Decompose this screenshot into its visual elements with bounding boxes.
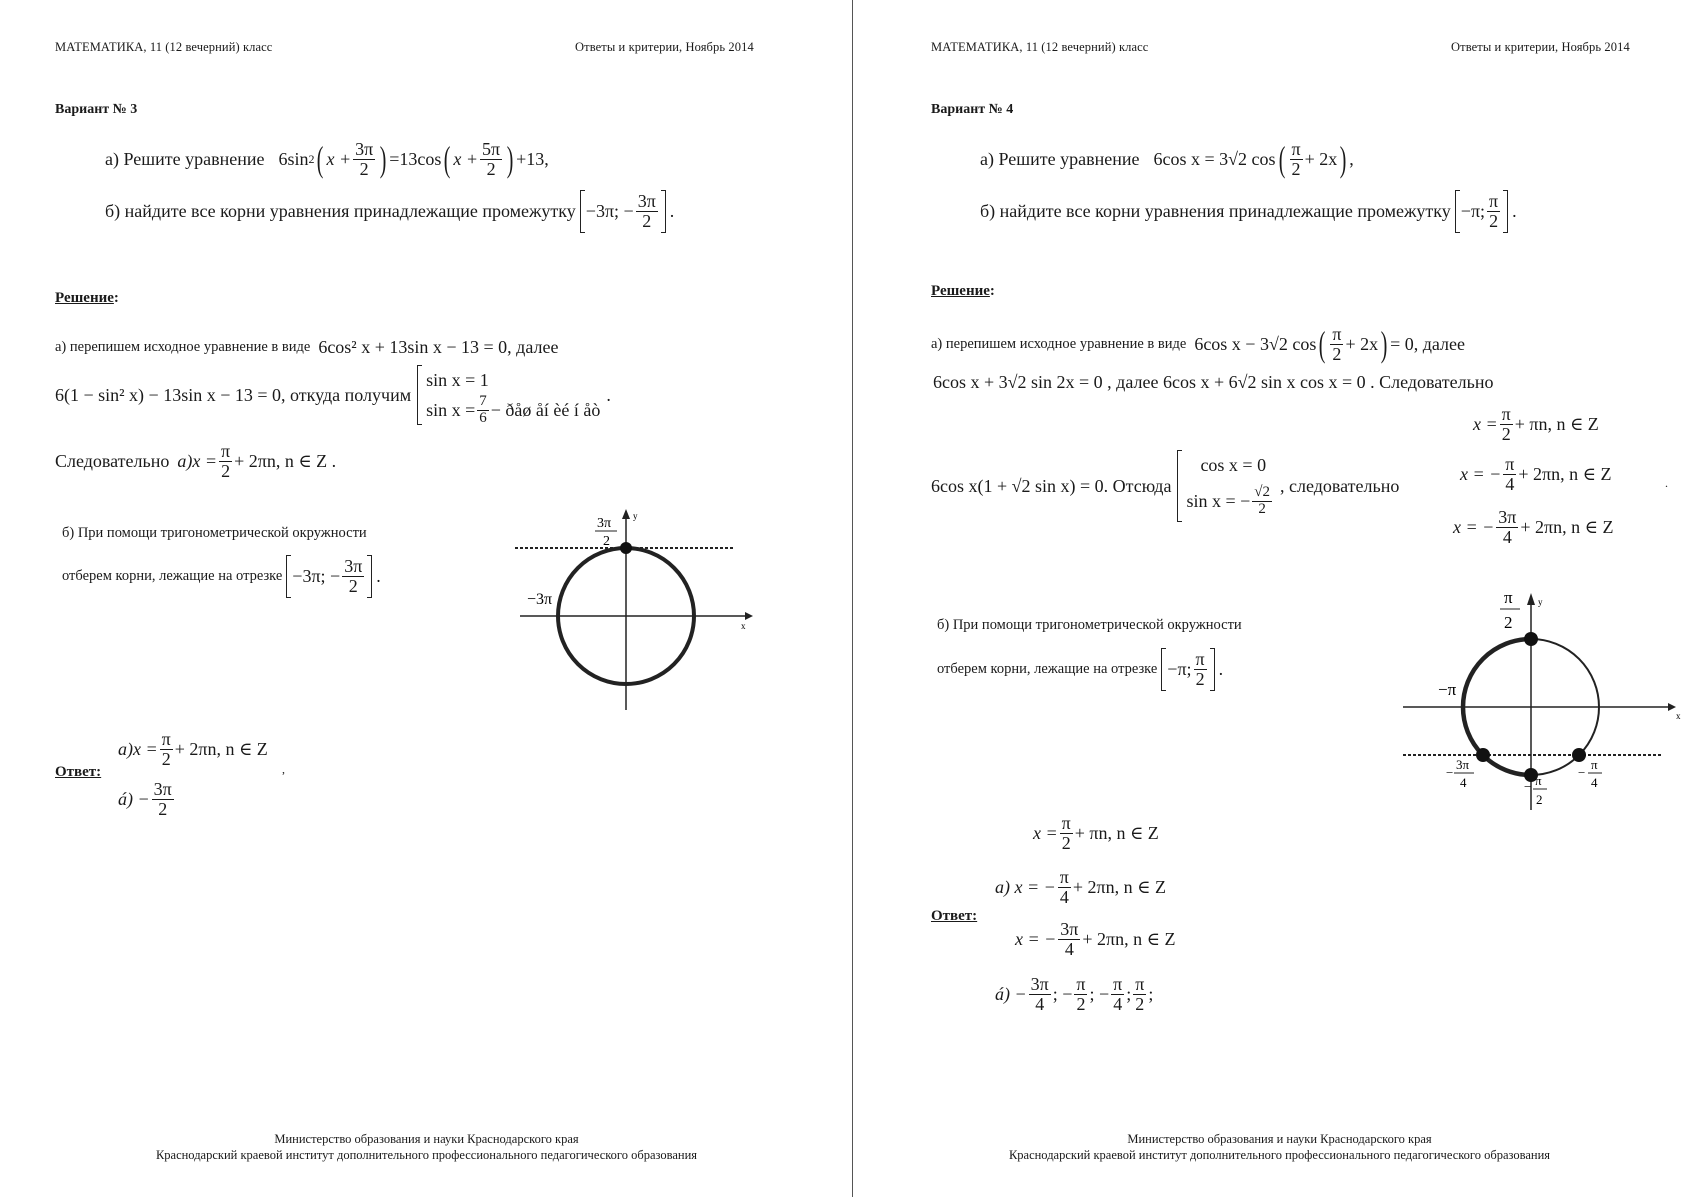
frac-num: √2 bbox=[1254, 483, 1270, 500]
interval-part: −π; bbox=[1460, 200, 1486, 221]
eq-part: ; bbox=[1148, 983, 1154, 1004]
solution-c-suffix: , следовательно bbox=[1279, 475, 1400, 496]
footer-line-2: Краснодарский краевой институт дополнительного профессионального педагогического образования bbox=[155, 1148, 698, 1162]
header-subject: МАТЕМАТИКА, 11 (12 вечерний) класс bbox=[55, 40, 273, 54]
solution-c bbox=[931, 450, 1399, 522]
trig-circle-diagram bbox=[1398, 585, 1688, 820]
frac-den: 2 bbox=[348, 575, 358, 596]
frac-num: π bbox=[1061, 813, 1071, 833]
task-a-prefix: а) Решите уравнение bbox=[980, 148, 1140, 169]
solution-a-prefix: а) перепишем исходное уравнение в виде bbox=[55, 339, 311, 355]
frac-num: π bbox=[1501, 404, 1511, 424]
eq-part: а)x = bbox=[118, 738, 158, 759]
frac-num: 5π bbox=[482, 139, 501, 159]
frac-den: 2 bbox=[1501, 423, 1511, 444]
frac-den: 6 bbox=[479, 409, 487, 426]
footer bbox=[0, 1131, 853, 1163]
result-2 bbox=[1460, 455, 1611, 494]
interval bbox=[580, 190, 666, 233]
solution-colon: : bbox=[113, 290, 119, 306]
frac-num: 3π bbox=[1498, 507, 1517, 527]
frac-den: 2 bbox=[1291, 158, 1301, 179]
x-arrow-icon bbox=[1668, 703, 1676, 711]
eq-part: +13, bbox=[516, 148, 549, 169]
diagram-label-y: y bbox=[633, 511, 638, 521]
frac-num: 7 bbox=[479, 392, 487, 409]
system-row-2 bbox=[1186, 480, 1274, 522]
eq-part: + 2x bbox=[1345, 333, 1379, 354]
task-a: а) Решите уравнение 6cos x = 3√2 cos ( $\frac{\pi}{2}$ + 2x ) , bbox=[980, 139, 1354, 180]
header-answers: Ответы и критерии, Ноябрь 2014 bbox=[575, 40, 754, 54]
diagram-label-y: y bbox=[1538, 597, 1543, 607]
frac-num: π bbox=[1332, 324, 1342, 344]
footer-line-1: Министерство образования и науки Краснодарского края bbox=[1127, 1132, 1432, 1146]
eq-part: 6sin bbox=[278, 148, 309, 169]
answer-label: Ответ: bbox=[931, 908, 978, 924]
eq-part: á) − bbox=[995, 983, 1027, 1004]
system-brace bbox=[1177, 450, 1274, 522]
frac-den: 2 bbox=[1135, 993, 1145, 1014]
frac-num: π bbox=[1195, 649, 1205, 669]
diagram-label-top-num: π bbox=[1504, 588, 1513, 607]
frac-num: 3π bbox=[355, 139, 374, 159]
eq-part: sin x = bbox=[426, 399, 476, 420]
y-arrow-icon bbox=[622, 509, 630, 519]
point-marker bbox=[1572, 748, 1586, 762]
footer bbox=[853, 1131, 1706, 1163]
diagram-label-b-den: 2 bbox=[1536, 792, 1543, 807]
frac-num: 3π bbox=[637, 191, 656, 211]
header-subject: МАТЕМАТИКА, 11 (12 вечерний) класс bbox=[931, 40, 1149, 54]
frac-num: π bbox=[1291, 139, 1301, 159]
frac-num: π bbox=[161, 729, 171, 749]
result-1 bbox=[1473, 405, 1599, 444]
eq-part: sin x = − bbox=[1186, 490, 1251, 511]
eq-part: + 2πn, n ∈ Z bbox=[1518, 463, 1612, 484]
arc-selected bbox=[1463, 707, 1531, 775]
eq-part: x = bbox=[1473, 413, 1498, 434]
eq-part: а) x = − bbox=[995, 876, 1056, 897]
circle-text-2-label: отберем корни, лежащие на отрезке bbox=[62, 567, 283, 584]
variant-title: Вариант № 4 bbox=[931, 102, 1014, 117]
result-end: . bbox=[1665, 476, 1668, 490]
frac-den: 4 bbox=[1113, 993, 1123, 1014]
solution-c-mid: . Отсюда bbox=[1103, 475, 1172, 496]
conclusion-prefix: Следовательно bbox=[55, 450, 170, 471]
eq-part: x = − bbox=[1460, 463, 1502, 484]
frac-den: 2 bbox=[161, 748, 171, 769]
punct: . bbox=[1512, 200, 1517, 221]
point-marker bbox=[620, 542, 632, 554]
frac-den: 4 bbox=[1035, 993, 1045, 1014]
frac-den: 2 bbox=[1332, 343, 1342, 364]
conclusion bbox=[55, 442, 336, 481]
eq-part: x + bbox=[453, 148, 479, 169]
frac-den: 2 bbox=[1195, 668, 1205, 689]
solution-c-eq: 6cos x(1 + √2 sin x) = 0 bbox=[931, 475, 1104, 496]
eq-part: á) − bbox=[118, 788, 150, 809]
diagram-label-r-sign: − bbox=[1578, 765, 1586, 780]
frac-num: 3π bbox=[1030, 974, 1049, 994]
circle-text-2-label: отберем корни, лежащие на отрезке bbox=[937, 660, 1158, 677]
diagram-label-b-sign: − bbox=[1524, 779, 1532, 794]
frac-num: π bbox=[1076, 974, 1086, 994]
circle-text-2 bbox=[937, 648, 1223, 691]
answer-comma: , bbox=[282, 762, 285, 776]
eq-part: − ðåø åí èé í åò bbox=[490, 399, 601, 420]
frac-num: π bbox=[1113, 974, 1123, 994]
punct: . bbox=[606, 384, 611, 405]
solution-a-suffix: , далее bbox=[507, 337, 559, 357]
point-marker bbox=[1476, 748, 1490, 762]
frac-den: 4 bbox=[1064, 938, 1074, 959]
solution-b: 6cos x + 3√2 sin 2x = 0 , далее 6cos x + 6√2 sin x cos x = 0 . Следовательно bbox=[933, 372, 1494, 392]
frac-den: 4 bbox=[1502, 526, 1512, 547]
result-3 bbox=[1453, 508, 1613, 547]
punct: . bbox=[1218, 658, 1224, 679]
interval-part: −3π; − bbox=[585, 200, 634, 221]
eq-part: + 2πn, n ∈ Z bbox=[1072, 876, 1166, 897]
solution-a-suffix: , далее bbox=[1413, 333, 1466, 354]
solution-b bbox=[55, 365, 611, 425]
frac-den: 2 bbox=[642, 210, 652, 231]
solution-a: а) перепишем исходное уравнение в виде 6cos x − 3√2 cos ( $\frac{\pi}{2}$ + 2x ) = 0 , далее bbox=[931, 324, 1466, 365]
eq-part: а)x = bbox=[177, 450, 218, 471]
variant-title: Вариант № 3 bbox=[55, 102, 138, 117]
solution-title-text: Решение bbox=[55, 290, 114, 306]
header-answers: Ответы и критерии, Ноябрь 2014 bbox=[1451, 40, 1630, 54]
frac-den: 2 bbox=[1489, 210, 1499, 231]
diagram-label-top-num: 3π bbox=[597, 516, 612, 531]
point-marker bbox=[1524, 632, 1538, 646]
frac-den: 2 bbox=[158, 798, 168, 819]
eq-part: x + bbox=[326, 148, 352, 169]
frac-den: 2 bbox=[486, 158, 496, 179]
diagram-label-l-den: 4 bbox=[1460, 775, 1467, 790]
eq-part: x = − bbox=[1453, 516, 1495, 537]
answer-label: Ответ: bbox=[55, 764, 102, 780]
task-a: а) Решите уравнение 6sin 2 ( x + $\frac{3\pi}{2}$ ) =13cos ( x + $\frac{5\pi}{2}$ ) +13, bbox=[105, 139, 549, 180]
eq-part: + πn, n ∈ Z bbox=[1514, 413, 1599, 434]
eq-part: + 2x bbox=[1304, 148, 1338, 169]
system-row-1: sin x = 1 bbox=[426, 369, 489, 390]
eq-part: =13cos bbox=[389, 148, 442, 169]
solution-colon: : bbox=[989, 283, 995, 299]
interval bbox=[1455, 190, 1508, 233]
frac-num: 3π bbox=[153, 779, 172, 799]
diagram-label-x: x bbox=[741, 621, 746, 631]
solution-title-text: Решение bbox=[931, 283, 990, 299]
diagram-label-r-den: 4 bbox=[1591, 775, 1598, 790]
solution-b-mid: , откуда получим bbox=[281, 384, 412, 405]
eq-part: = 0 bbox=[1390, 333, 1414, 354]
frac-num: π bbox=[1135, 974, 1145, 994]
answer-a bbox=[118, 730, 268, 769]
answer-b bbox=[118, 780, 176, 819]
diagram-label-top-den: 2 bbox=[1504, 613, 1513, 632]
diagram-label-left: −π bbox=[1438, 680, 1457, 699]
eq-part: x = bbox=[1033, 822, 1058, 843]
interval-part: −π; bbox=[1167, 658, 1192, 679]
frac-num: π bbox=[1489, 191, 1499, 211]
answer-line-1 bbox=[1033, 814, 1159, 853]
frac-den: 2 bbox=[359, 158, 369, 179]
eq-part: 6cos x = 3√2 cos bbox=[1153, 148, 1276, 169]
eq-part: ; bbox=[1126, 983, 1132, 1004]
answer-line-3 bbox=[1015, 920, 1175, 959]
solution-b-eq: 6(1 − sin² x) − 13sin x − 13 = 0 bbox=[55, 384, 282, 405]
eq-part: ; − bbox=[1089, 983, 1110, 1004]
task-a-prefix: а) Решите уравнение bbox=[105, 148, 265, 169]
punct: . bbox=[376, 565, 381, 586]
frac-num: 3π bbox=[344, 556, 363, 576]
eq-part: 6cos x − 3√2 cos bbox=[1194, 333, 1317, 354]
diagram-label-left: −3π bbox=[527, 591, 553, 608]
eq-part: + 2πn, n ∈ Z bbox=[1520, 516, 1614, 537]
task-b-prefix: б) найдите все корни уравнения принадлежащие промежутку bbox=[105, 200, 576, 221]
diagram-label-top-den: 2 bbox=[603, 534, 610, 549]
footer-line-1: Министерство образования и науки Краснодарского края bbox=[274, 1132, 579, 1146]
punct: . bbox=[669, 200, 675, 221]
solution-a-eq: 6cos² x + 13sin x − 13 = 0 bbox=[318, 337, 508, 357]
eq-part: + 2πn, n ∈ Z . bbox=[234, 450, 337, 471]
circle-text-1: б) При помощи тригонометрической окружности bbox=[62, 525, 367, 541]
eq-part: ; − bbox=[1052, 983, 1073, 1004]
solution-a bbox=[55, 337, 558, 358]
eq-part: + 2πn, n ∈ Z bbox=[174, 738, 268, 759]
task-b-prefix: б) найдите все корни уравнения принадлежащие промежутку bbox=[980, 200, 1451, 221]
diagram-label-r-num: π bbox=[1591, 757, 1598, 772]
frac-den: 2 bbox=[1076, 993, 1086, 1014]
system-brace bbox=[417, 365, 600, 425]
interval bbox=[286, 555, 372, 598]
frac-num: 3π bbox=[1060, 919, 1079, 939]
diagram-label-x: x bbox=[1676, 711, 1681, 721]
answer-line-2 bbox=[995, 868, 1166, 907]
system-row-2 bbox=[426, 392, 601, 426]
trig-circle-diagram bbox=[515, 505, 755, 715]
frac-num: π bbox=[1505, 454, 1515, 474]
solution-title bbox=[55, 290, 119, 307]
task-b bbox=[980, 190, 1517, 233]
system-row-1: cos x = 0 bbox=[1200, 454, 1267, 475]
circle-text-1: б) При помощи тригонометрической окружности bbox=[937, 617, 1242, 633]
frac-den: 4 bbox=[1059, 886, 1069, 907]
page-variant-4 bbox=[853, 0, 1706, 1197]
frac-num: π bbox=[1059, 867, 1069, 887]
diagram-label-l-num: 3π bbox=[1456, 757, 1470, 772]
frac-den: 2 bbox=[1258, 500, 1266, 517]
frac-num: π bbox=[221, 441, 231, 461]
x-arrow-icon bbox=[745, 612, 753, 620]
arc-selected bbox=[1463, 639, 1531, 707]
eq-part: x = − bbox=[1015, 928, 1057, 949]
frac-den: 2 bbox=[1061, 832, 1071, 853]
diagram-label-b-num: π bbox=[1535, 773, 1542, 788]
diagram-label-l-sign: − bbox=[1446, 765, 1454, 780]
eq-part: + 2πn, n ∈ Z bbox=[1082, 928, 1176, 949]
y-arrow-icon bbox=[1527, 593, 1535, 605]
frac-den: 4 bbox=[1505, 473, 1515, 494]
task-b bbox=[105, 190, 674, 233]
solution-title bbox=[931, 283, 995, 300]
footer-line-2: Краснодарский краевой институт дополнительного профессионального педагогического образования bbox=[1008, 1148, 1551, 1162]
eq-part: + πn, n ∈ Z bbox=[1074, 822, 1159, 843]
interval bbox=[1161, 648, 1214, 691]
interval-part: −3π; − bbox=[292, 565, 341, 586]
solution-a-prefix: а) перепишем исходное уравнение в виде bbox=[931, 335, 1187, 352]
circle-text-2 bbox=[62, 555, 381, 598]
punct: , bbox=[1349, 148, 1354, 169]
answer-line-4 bbox=[995, 975, 1153, 1014]
frac-den: 2 bbox=[221, 460, 231, 481]
